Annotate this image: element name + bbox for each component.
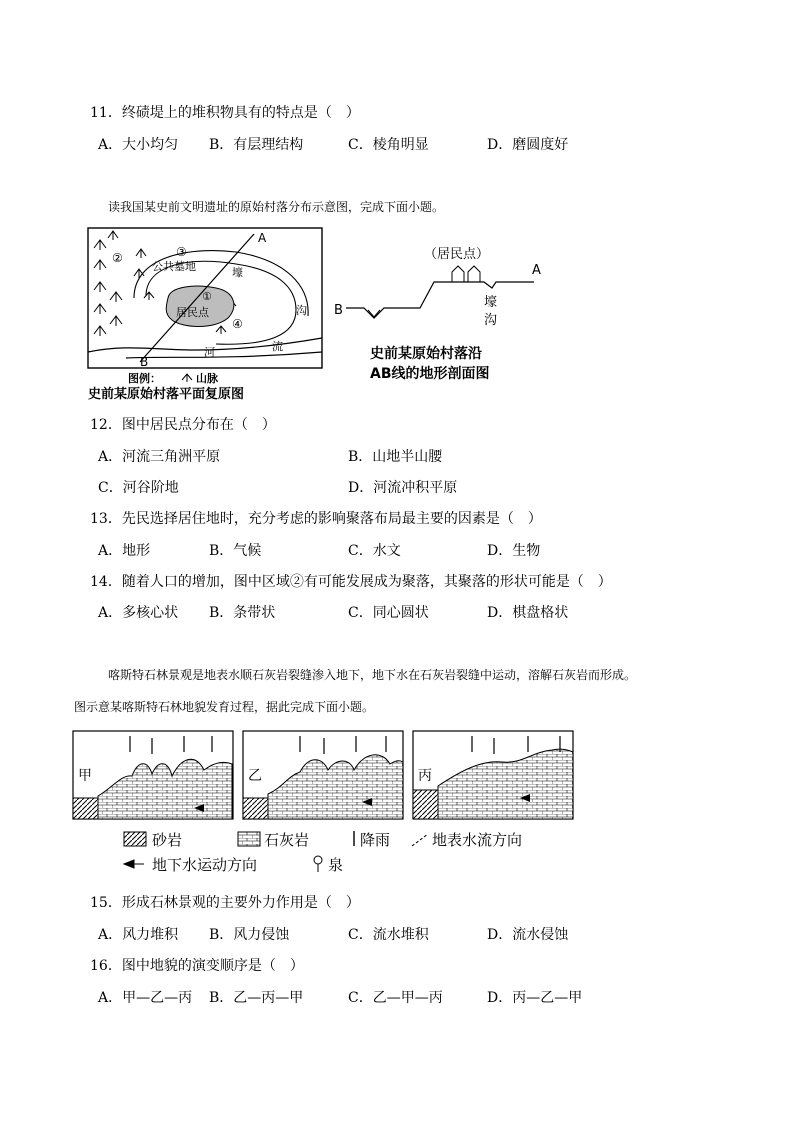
question-14-option-c[interactable]: C．同心圆状 [348, 605, 429, 621]
question-11-option-a[interactable]: A．大小均匀 [98, 137, 179, 153]
village-plan-map [86, 226, 332, 402]
question-12-option-d[interactable]: D．河流冲积平原 [348, 480, 458, 496]
map-legend-label: 图例： [128, 372, 161, 385]
question-13-option-c[interactable]: C．水文 [348, 543, 401, 559]
legend-sandstone: 砂岩 [152, 831, 183, 849]
karst-panel-1 [73, 731, 233, 819]
question-14-option-b[interactable]: B．条带状 [209, 605, 276, 621]
question-15-option-b[interactable]: B．风力侵蚀 [209, 927, 290, 943]
map-river-label-2: 流 [272, 340, 283, 353]
question-12-stem: 12．图中居民点分布在（ ） [90, 417, 276, 433]
karst-evolution-diagram [72, 730, 580, 880]
question-15-option-a[interactable]: A．风力堆积 [98, 927, 179, 943]
map-caption: 史前某原始村落平面复原图 [88, 387, 245, 402]
question-11-option-d[interactable]: D．磨圆度好 [487, 137, 569, 153]
intro-passage-2-line-2: 图示意某喀斯特石林地貌发育过程，据此完成下面小题。 [74, 700, 375, 714]
map-ditch-label-top: 壕 [232, 266, 243, 279]
map-legend-mountain: 山脉 [196, 372, 218, 385]
question-13-stem: 13．先民选择居住地时，充分考虑的影响聚落布局最主要的因素是（ ） [90, 511, 542, 527]
map-ditch-label-bottom: 沟 [296, 304, 307, 317]
profile-ditch-top: 壕 [484, 295, 498, 310]
legend-rain: 降雨 [360, 831, 391, 849]
map-label-a: A [258, 231, 267, 245]
legend-groundwater: 地下水运动方向 [152, 856, 258, 874]
groundwater-arrow-icon [124, 860, 144, 868]
legend-mountain-icon [182, 374, 192, 382]
question-15-stem: 15．形成石林景观的主要外力作用是（ ） [90, 895, 360, 911]
question-16-stem: 16．图中地貌的演变顺序是（ ） [90, 958, 304, 974]
profile-caption-2: AB线的地形剖面图 [370, 366, 490, 382]
karst-panel-2 [243, 731, 403, 819]
profile-caption-1: 史前某原始村落沿 [370, 346, 482, 362]
legend-limestone: 石灰岩 [264, 831, 310, 849]
limestone-swatch [238, 832, 260, 846]
profile-label-a: A [532, 263, 541, 278]
question-12-option-b[interactable]: B．山地半山腰 [348, 449, 443, 465]
map-region-3: ③ [176, 245, 187, 259]
house-icons [452, 266, 480, 282]
map-region-1: ① [202, 290, 212, 303]
question-14-option-d[interactable]: D．棋盘格状 [487, 605, 569, 621]
question-14-option-a[interactable]: A．多核心状 [98, 605, 179, 621]
question-11-stem: 11．终碛堤上的堆积物具有的特点是（ ） [90, 105, 360, 121]
question-13-option-a[interactable]: A．地形 [98, 543, 151, 559]
surface-flow-icon [412, 834, 428, 846]
map-residence-label: 居民点 [176, 306, 209, 319]
karst-panel-label-3: 丙 [418, 768, 432, 784]
karst-legend [124, 831, 522, 874]
profile-ditch-bottom: 沟 [484, 313, 498, 328]
question-16-option-b[interactable]: B．乙—丙—甲 [209, 990, 304, 1006]
intro-passage-2-line-1: 喀斯特石林景观是地表水顺石灰岩裂缝渗入地下，地下水在石灰岩裂缝中运动，溶解石灰岩而形成。 [108, 668, 637, 682]
question-16-option-c[interactable]: C．乙—甲—丙 [348, 990, 443, 1006]
village-profile-diagram [334, 240, 554, 390]
profile-residence-label: （居民点） [424, 247, 490, 262]
question-13-option-d[interactable]: D．生物 [487, 543, 541, 559]
legend-spring: 泉 [328, 856, 344, 874]
question-14-stem: 14．随着人口的增加，图中区域②有可能发展成为聚落，其聚落的形状可能是（ ） [90, 574, 612, 590]
question-12-option-a[interactable]: A．河流三角洲平原 [98, 449, 221, 465]
question-11-option-b[interactable]: B．有层理结构 [209, 137, 304, 153]
question-15-option-d[interactable]: D．流水侵蚀 [487, 927, 569, 943]
karst-panel-label-2: 乙 [248, 768, 262, 784]
question-15-option-c[interactable]: C．流水堆积 [348, 927, 429, 943]
spring-icon [314, 856, 322, 864]
question-16-option-a[interactable]: A．甲—乙—丙 [98, 990, 193, 1006]
karst-panel-3 [413, 731, 573, 819]
question-12-option-c[interactable]: C．河谷阶地 [98, 480, 179, 496]
map-region-4: ④ [232, 317, 243, 331]
sandstone-swatch [124, 832, 146, 846]
question-11-option-c[interactable]: C．棱角明显 [348, 137, 429, 153]
map-label-b: B [140, 355, 149, 369]
intro-passage-1: 读我国某史前文明遗址的原始村落分布示意图，完成下面小题。 [108, 200, 445, 214]
map-river-label-1: 河 [204, 346, 215, 359]
karst-panel-label-1: 甲 [78, 768, 92, 784]
question-13-option-b[interactable]: B．气候 [209, 543, 262, 559]
profile-label-b: B [334, 303, 343, 318]
map-cemetery-label: 公共墓地 [152, 260, 196, 273]
legend-surface-flow: 地表水流方向 [432, 831, 523, 849]
question-16-option-d[interactable]: D．丙—乙—甲 [487, 990, 583, 1006]
map-region-2: ② [112, 251, 123, 265]
